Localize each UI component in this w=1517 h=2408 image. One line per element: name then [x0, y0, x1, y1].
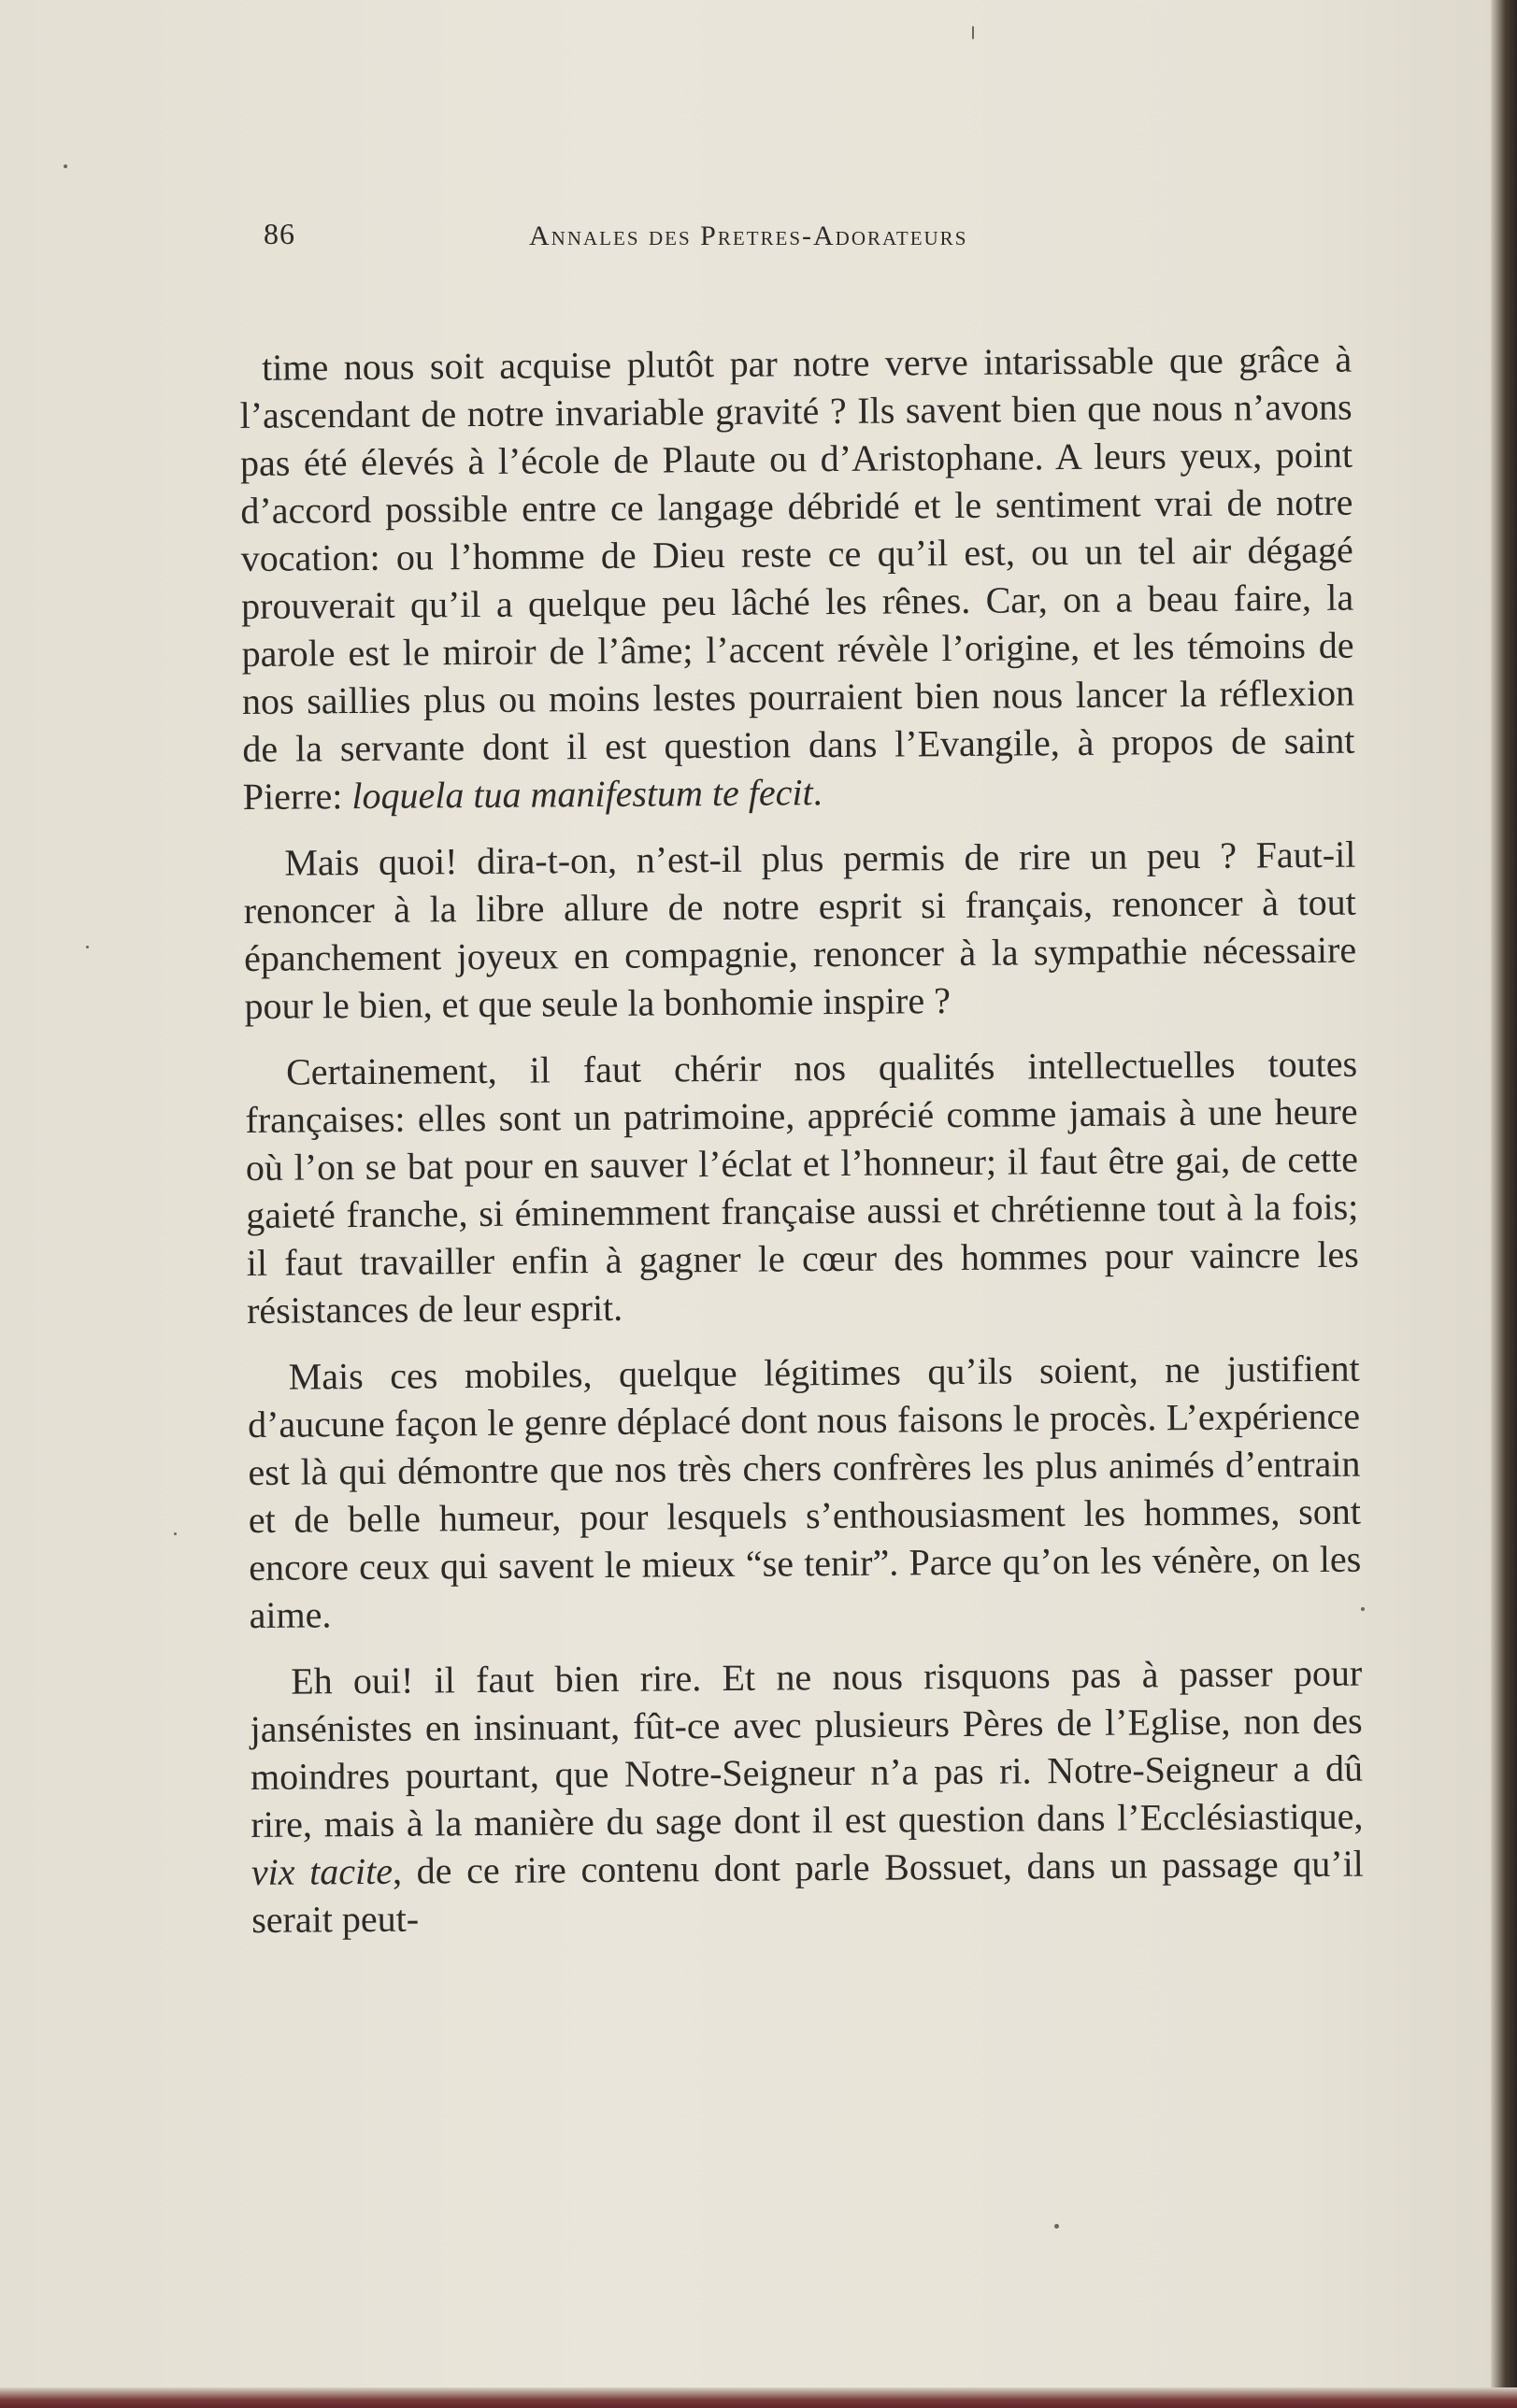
paper-speck: [1361, 1607, 1365, 1611]
paragraph-2-text: Mais quoi! dira-t-on, n’est-il plus permis de rire un peu ? Faut-il renoncer à la libre allure de notre esprit si français, renoncer à tout épanchement joyeux en compagnie, renoncer à la sympathie nécessaire pour le bien, et que seule la bonhomie inspire ?: [243, 833, 1357, 1027]
paragraph-4-text: Mais ces mobiles, quelque légitimes qu’ils soient, ne justifient d’aucune façon le genre déplacé dont nous faisons le procès. L’expérience est là qui démontre que nos très chers confrères les plus animés d’entrain et de belle humeur, pour lesquels s’enthousiasment les hommes, sont encore ceux qui savent le mieux “se tenir”. Parce qu’on les vénère, on les aime.: [247, 1346, 1362, 1636]
paper-speck: [972, 26, 974, 39]
paragraph-1-latin-quote: loquela tua manifestum te fecit: [351, 771, 813, 818]
page-number: 86: [264, 217, 295, 250]
page-header: [264, 217, 1105, 258]
body-text: [239, 335, 1365, 1962]
paragraph-5-text: Eh oui! il faut bien rire. Et ne nous risquons pas à passer pour jansénistes en insinuant, fût-ce avec plusieurs Pères de l’Eglise, non des moindres pourtant, que Notre-Seigneur n’a pas ri. Notre-Seigneur a dû rire, mais à la manière du sage dont il est question dans l’Ecclésiastique,: [250, 1651, 1364, 1845]
paragraph-4: [247, 1345, 1361, 1639]
paragraph-3: [245, 1040, 1359, 1334]
paragraph-1-text: time nous soit acquise plutôt par notre verve intarissable que grâce à l’ascendant de notre invariable gravité ? Ils savent bien que nous n’avons pas été élevés à l’école de Plaute ou d’Aristophane. A leurs yeux, point d’accord possible entre ce langage débridé et le sentiment vrai de notre vocation: ou l’homme de Dieu reste ce qu’il est, ou un tel air dégagé prouverait qu’il a quelque peu lâché les rênes. Car, on a beau faire, la parole est le miroir de l’âme; l’accent révèle l’origine, et les témoins de nos saillies plus ou moins lestes pourraient bien nous lancer la réflexion de la servante dont il est question dans l’Evangile, à propos de saint Pierre:: [239, 337, 1355, 818]
paper-speck: [86, 946, 89, 948]
paper-speck: [1054, 2224, 1059, 2229]
paragraph-5: [250, 1649, 1364, 1944]
paragraph-3-text: Certainement, il faut chérir nos qualités intellectuelles toutes françaises: elles sont un patrimoine, apprécié comme jamais à une heure où l’on se bat pour en sauver l’éclat et l’honneur; il faut être gai, de cette gaieté franche, si éminemment française aussi et chrétienne tout à la fois; il faut travailler enfin à gagner le cœur des hommes pour vaincre les résistances de leur esprit.: [245, 1042, 1359, 1332]
paper-speck: [64, 164, 67, 168]
paragraph-5-end: , de ce rire contenu dont parle Bossuet, dans un passage qu’il serait peut-: [251, 1842, 1365, 1941]
running-title: Annales des Pretres-Adorateurs: [529, 221, 968, 251]
paragraph-1: [239, 335, 1355, 820]
paragraph-1-end: .: [812, 771, 823, 814]
paragraph-2: [243, 831, 1357, 1030]
book-spine-edge: [1491, 0, 1517, 2408]
paper-speck: [174, 1532, 177, 1535]
book-bottom-edge: [0, 2387, 1517, 2408]
paragraph-5-latin-quote: vix tacite: [250, 1849, 394, 1893]
